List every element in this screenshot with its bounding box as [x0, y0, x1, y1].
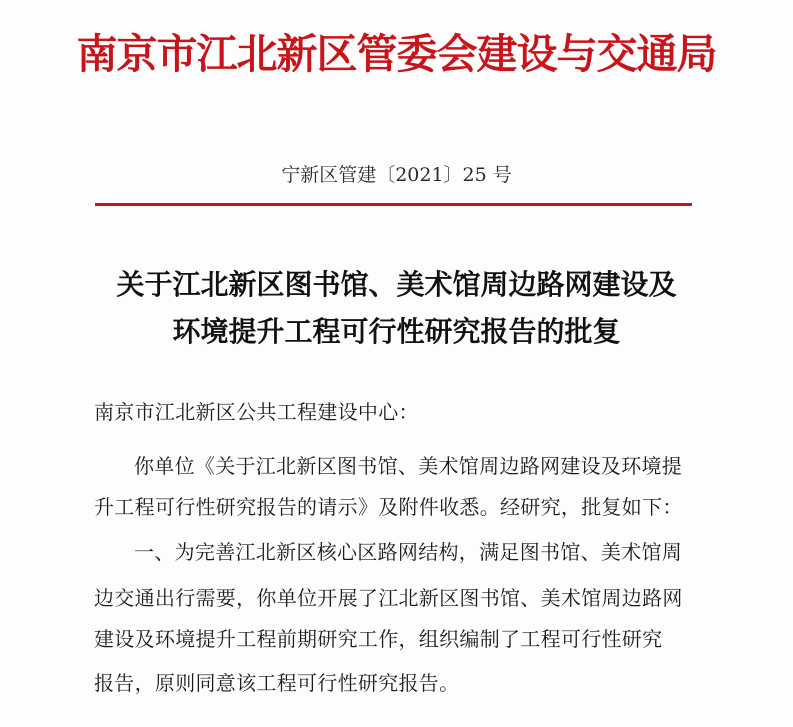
document-title-line-1: 关于江北新区图书馆、美术馆周边路网建设及: [116, 268, 677, 301]
body-paragraph-line: 升工程可行性研究报告的请示》及附件收悉。经研究，批复如下：: [94, 495, 683, 519]
recipient-line: 南京市江北新区公共工程建设中心：: [94, 400, 419, 424]
body-paragraph-line: 边交通出行需要，你单位开展了江北新区图书馆、美术馆周边路网: [94, 586, 683, 610]
document-number: 宁新区管建〔2021〕25 号: [281, 164, 512, 186]
document-title-line-2: 环境提升工程可行性研究报告的批复: [172, 315, 621, 348]
body-paragraph-line: 建设及环境提升工程前期研究工作，组织编制了工程可行性研究: [94, 627, 663, 651]
body-paragraph-line: 一、为完善江北新区核心区路网结构，满足图书馆、美术馆周: [134, 540, 683, 564]
body-paragraph-line: 你单位《关于江北新区图书馆、美术馆周边路网建设及环境提: [134, 454, 683, 478]
issuing-organization-header: 南京市江北新区管委会建设与交通局: [76, 30, 717, 78]
red-divider-line: [95, 203, 692, 206]
body-paragraph-line: 报告，原则同意该工程可行性研究报告。: [94, 671, 460, 695]
